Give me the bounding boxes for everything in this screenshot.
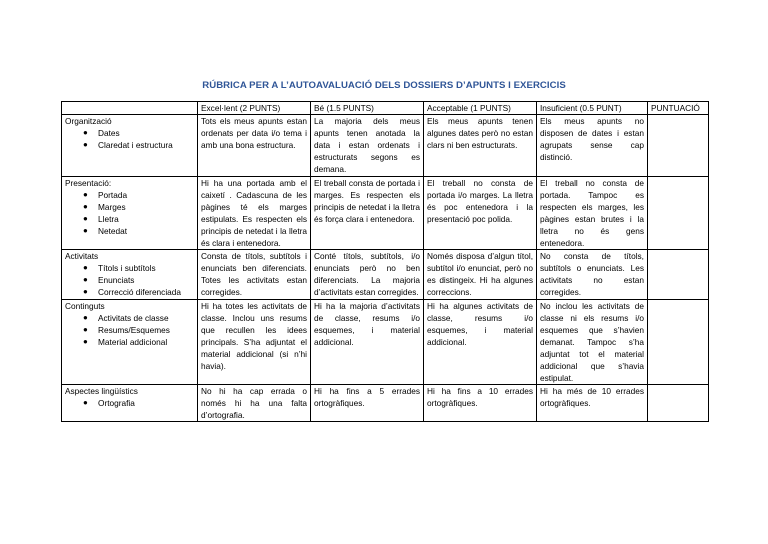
subitem — [65, 397, 194, 409]
table-row — [62, 115, 709, 176]
level-cell-excellent: Tots els meus apunts estan ordenats per data i/o tema i amb una bona estructura. — [198, 115, 311, 176]
level-cell-excellent: Consta de títols, subtítols i enunciats ben diferenciats. Totes les activitats estan corregides. — [198, 250, 311, 299]
level-cell-good: Conté títols, subtítols, i/o enunciats però no ben diferenciats. La majoria d’activitats estan corregides. — [311, 250, 424, 299]
subitem — [65, 274, 194, 286]
subitem-list — [65, 127, 194, 151]
subitem-label: Enunciats — [98, 275, 135, 286]
score-cell — [648, 115, 709, 176]
subitem-label: Marges — [98, 201, 126, 212]
bullet-icon: ● — [83, 275, 88, 285]
header-cell-score: PUNTUACIÓ — [648, 102, 709, 115]
aspect-cell — [62, 299, 198, 385]
aspect-name: Organització — [65, 116, 112, 127]
table-row — [62, 176, 709, 250]
score-cell — [648, 176, 709, 250]
subitem — [65, 286, 194, 298]
header-cell-insufficient: Insuficient (0.5 PUNT) — [537, 102, 648, 115]
table-row — [62, 299, 709, 385]
aspect-name: Aspectes lingüístics — [65, 386, 138, 397]
subitem-label: Activitats de classe — [98, 312, 169, 323]
subitem-list — [65, 262, 194, 298]
bullet-icon: ● — [83, 324, 88, 334]
bullet-icon: ● — [83, 201, 88, 211]
subitem — [65, 312, 194, 324]
subitem-label: Ortografia — [98, 398, 135, 409]
aspect-cell — [62, 385, 198, 422]
level-cell-excellent: Hi ha totes les activitats de classe. Inclou uns resums que recullen les idees principals. S’ha adjuntat el material addicional (si n’hi havia). — [198, 299, 311, 385]
subitem-label: Claredat i estructura — [98, 140, 173, 151]
subitem-label: Netedat — [98, 225, 128, 236]
level-cell-good: Hi ha fins a 5 errades ortogràfiques. — [311, 385, 424, 422]
header-cell-excellent: Excel·lent (2 PUNTS) — [198, 102, 311, 115]
score-cell — [648, 250, 709, 299]
header-cell-acceptable: Acceptable (1 PUNTS) — [424, 102, 537, 115]
subitem-label: Dates — [98, 128, 120, 139]
rubric-body — [62, 115, 709, 422]
level-cell-insufficient: No consta de títols, subtítols o enunciats. Les activitats no estan corregides. — [537, 250, 648, 299]
level-cell-excellent: Hi ha una portada amb el caixetí . Cadascuna de les pàgines té els marges estipulats. Es respecten els principis de netedat i la lletra és clara i entenedora. — [198, 176, 311, 250]
bullet-icon: ● — [83, 398, 88, 408]
subitem-list — [65, 397, 194, 409]
header-row — [62, 102, 709, 115]
table-row — [62, 250, 709, 299]
subitem — [65, 262, 194, 274]
level-cell-acceptable: Hi ha fins a 10 errades ortogràfiques. — [424, 385, 537, 422]
aspect-cell — [62, 115, 198, 176]
subitem — [65, 225, 194, 237]
table-row — [62, 385, 709, 422]
document-title: RÚBRICA PER A L’AUTOAVALUACIÓ DELS DOSSIERS D’APUNTS I EXERCICIS — [202, 80, 566, 91]
level-cell-insufficient: No inclou les activitats de classe ni els resums i/o esquemes que s’havien demanat. Tampoc s’ha adjuntat tot el material addicional que s’havia estipulat. — [537, 299, 648, 385]
subitem — [65, 336, 194, 348]
header-cell-good: Bé (1.5 PUNTS) — [311, 102, 424, 115]
level-cell-insufficient: Els meus apunts no disposen de dates i estan agrupats sense cap distinció. — [537, 115, 648, 176]
subitem — [65, 127, 194, 139]
subitem-list — [65, 312, 194, 348]
level-cell-acceptable: Només disposa d’algun títol, subtítol i/o enunciat, però no es distingeix. Hi ha algunes correccions. — [424, 250, 537, 299]
aspect-name: Continguts — [65, 300, 105, 311]
level-cell-excellent: No hi ha cap errada o només hi ha una falta d’ortografia. — [198, 385, 311, 422]
bullet-icon: ● — [83, 287, 88, 297]
aspect-name: Activitats — [65, 251, 99, 262]
level-cell-good: Hi ha la majoria d’activitats de classe, resums i/o esquemes, i material addicional. — [311, 299, 424, 385]
score-cell — [648, 385, 709, 422]
score-cell — [648, 299, 709, 385]
header-cell-aspect — [62, 102, 198, 115]
aspect-name: Presentació: — [65, 177, 112, 188]
bullet-icon: ● — [83, 336, 88, 346]
bullet-icon: ● — [83, 312, 88, 322]
subitem — [65, 139, 194, 151]
aspect-cell — [62, 176, 198, 250]
subitem-label: Correcció diferenciada — [98, 287, 182, 298]
level-cell-acceptable: Hi ha algunes activitats de classe, resums i/o esquemes, i material addicional. — [424, 299, 537, 385]
rubric-table — [61, 101, 709, 422]
subitem — [65, 201, 194, 213]
subitem — [65, 189, 194, 201]
subitem-label: Títols i subtítols — [98, 263, 156, 274]
bullet-icon: ● — [83, 128, 88, 138]
subitem — [65, 213, 194, 225]
subitem-label: Portada — [98, 189, 128, 200]
bullet-icon: ● — [83, 225, 88, 235]
bullet-icon: ● — [83, 189, 88, 199]
subitem-label: Lletra — [98, 213, 119, 224]
bullet-icon: ● — [83, 213, 88, 223]
level-cell-good: La majoria dels meus apunts tenen anotada la data i estan ordenats i estructurats segons es demana. — [311, 115, 424, 176]
bullet-icon: ● — [83, 140, 88, 150]
level-cell-insufficient: Hi ha més de 10 errades ortogràfiques. — [537, 385, 648, 422]
aspect-cell — [62, 250, 198, 299]
subitem-list — [65, 189, 194, 237]
level-cell-acceptable: El treball no consta de portada i/o marges. La lletra és poc entenedora i la presentació poc polida. — [424, 176, 537, 250]
bullet-icon: ● — [83, 263, 88, 273]
level-cell-good: El treball consta de portada i marges. Es respecten els principis de netedat i la lletra és força clara i entenedora. — [311, 176, 424, 250]
subitem-label: Resums/Esquemes — [98, 324, 170, 335]
level-cell-acceptable: Els meus apunts tenen algunes dates però no estan clars ni ben estructurats. — [424, 115, 537, 176]
subitem — [65, 324, 194, 336]
level-cell-insufficient: El treball no consta de portada. Tampoc es respecten els marges, les pàgines estan brutes i la lletra no és gens entenedora. — [537, 176, 648, 250]
subitem-label: Material addicional — [98, 336, 168, 347]
